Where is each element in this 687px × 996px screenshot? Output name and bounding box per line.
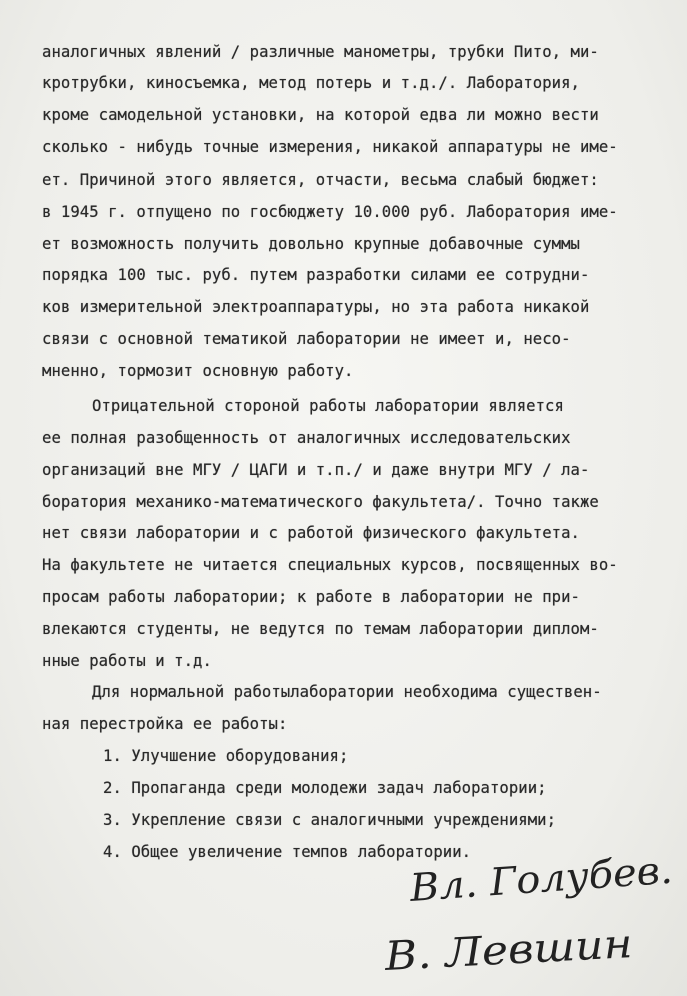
text-line: На факультете не читается специальных курсов, посвященных во- [42, 556, 618, 574]
list-item: 3. Укрепление связи с аналогичными учреждениями; [103, 811, 557, 829]
text-line: влекаются студенты, не ведутся по темам лаборатории диплом- [42, 620, 599, 638]
text-line: нные работы и т.д. [42, 652, 212, 670]
text-line: Отрицательной стороной работы лаборатории является [92, 397, 564, 415]
text-line: связи с основной тематикой лаборатории не имеет и, несо- [42, 330, 571, 348]
text-line: мненно, тормозит основную работу. [42, 362, 354, 380]
text-line: боратория механико-математического факультета/. Точно также [42, 493, 599, 511]
list-item: 4. Общее увеличение темпов лаборатории. [103, 843, 472, 861]
text-line: ее полная разобщенность от аналогичных исследовательских [42, 429, 571, 447]
text-line: в 1945 г. отпущено по госбюджету 10.000 руб. Лаборатория име- [42, 203, 618, 221]
signature-first: Вл. Голубев. [408, 847, 674, 910]
text-line: кротрубки, киносъемка, метод потерь и т.д./. Лаборатория, [42, 74, 580, 92]
list-item: 2. Пропаганда среди молодежи задач лаборатории; [103, 779, 547, 797]
list-item: 1. Улучшение оборудования; [103, 747, 349, 765]
text-line: аналогичных явлений / различные манометры, трубки Пито, ми- [42, 43, 599, 61]
text-line: кроме самодельной установки, на которой едва ли можно вести [42, 106, 599, 124]
text-line: ков измерительной электроаппаратуры, но эта работа никакой [42, 298, 590, 316]
text-line: Для нормальной работылаборатории необходима существен- [92, 683, 602, 701]
text-line: нет связи лаборатории и с работой физического факультета. [42, 524, 580, 542]
text-line: организаций вне МГУ / ЦАГИ и т.п./ и даже внутри МГУ / ла- [42, 461, 590, 479]
text-line: сколько - нибудь точные измерения, никакой аппаратуры не име- [42, 138, 618, 156]
text-line: порядка 100 тыс. руб. путем разработки силами ее сотрудни- [42, 266, 590, 284]
signature-second: В. Левшин [383, 921, 634, 980]
text-line: ет. Причиной этого является, отчасти, весьма слабый бюджет: [42, 171, 599, 189]
text-line: просам работы лаборатории; к работе в лаборатории не при- [42, 588, 580, 606]
text-line: ная перестройка ее работы: [42, 715, 288, 733]
text-line: ет возможность получить довольно крупные добавочные суммы [42, 235, 580, 253]
